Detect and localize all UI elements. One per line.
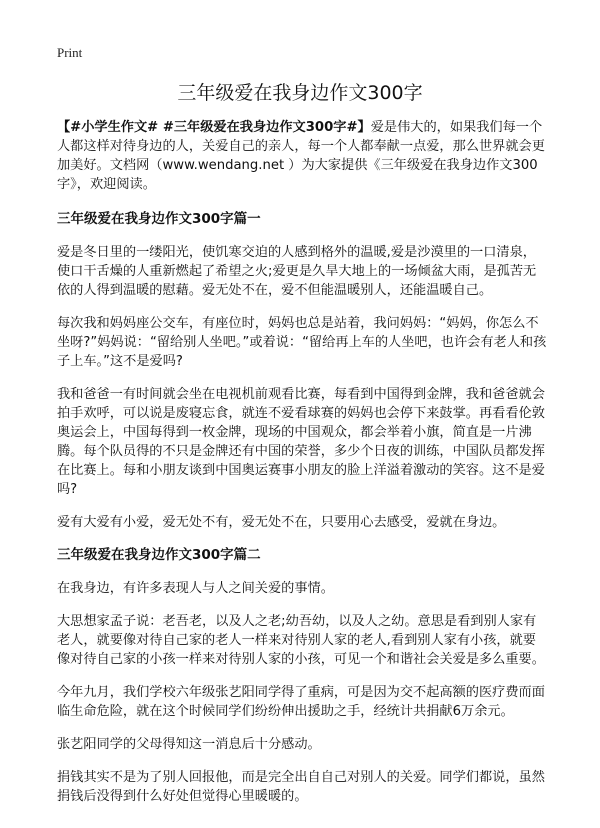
- paragraph: 张艺阳同学的父母得知这一消息后十分感动。: [57, 737, 321, 752]
- intro-tag: 【#小学生作文# #三年级爱在我身边作文300字#】: [57, 120, 371, 135]
- paragraph: 我和爸爸一有时间就会坐在电视机前观看比赛，每看到中国得到金牌，我和爸爸就会拍手欢呼，可以说是废寝忘食，就连不爱看球赛的妈妈也会停下来鼓掌。再看看伦敦奥运会上，中国每得到一枚金牌，现场的中国观众，都会举着小旗，简直是一片沸腾。每个队员得的不只是金牌还有中国的荣誉，多少个日夜的训练，中国队员都发挥在比赛上。每和小朋友谈到中国奥运赛事小朋友的脸上洋溢着激动的笑容。这不是爱吗?: [57, 387, 545, 497]
- intro-paragraph: [57, 118, 547, 194]
- paragraph: 每次我和妈妈座公交车，有座位时，妈妈也总是站着，我问妈妈：“妈妈，你怎么不坐呀?”妈妈说：“留给别人坐吧。”或着说：“留给再上车的人坐吧，也许会有老人和孩子上车。”这不是爱吗?: [57, 316, 547, 369]
- paragraph: 在我身边，有许多表现人与人之间关爱的事情。: [57, 581, 334, 596]
- article-body: [57, 118, 547, 820]
- page-title: 三年级爱在我身边作文300字: [177, 82, 423, 104]
- paragraph: 爱是冬日里的一缕阳光，使饥寒交迫的人感到格外的温暖,爱是沙漠里的一口清泉，使口干舌燥的人重新燃起了希望之火;爱更是久旱大地上的一场倾盆大雨，是孤苦无依的人得到温暖的慰藉。爱无处不在，爱不但能温暖别人，还能温暖自己。: [57, 245, 537, 298]
- paragraph: 捐钱其实不是为了别人回报他，而是完全出自自己对别人的关爱。同学们都说，虽然捐钱后没得到什么好处但觉得心里暖暖的。: [57, 770, 545, 804]
- paragraph: 今年九月，我们学校六年级张艺阳同学得了重病，可是因为交不起高额的医疗费而面临生命危险，就在这个时候同学们纷纷伸出援助之手，经统计共捐献6万余元。: [57, 685, 545, 719]
- intro-text: 爱是伟大的，如果我们每一个人都这样对待身边的人，关爱自己的亲人，每一个人都奉献一点爱，那么世界就会更加美好。文档网（www.wendang.net ）为大家提供《三年级爱在我身边作文300字》，欢迎阅读。: [57, 120, 545, 192]
- section-heading-2: 三年级爱在我身边作文300字篇二: [57, 547, 261, 563]
- print-link[interactable]: Print: [57, 45, 83, 60]
- section-heading-1: 三年级爱在我身边作文300字篇一: [57, 211, 261, 227]
- paragraph: 大思想家孟子说：老吾老，以及人之老;幼吾幼，以及人之幼。意思是看到别人家有老人，就要像对待自己家的老人一样来对待别人家的老人,看到别人家有小孩，就要像对待自己家的小孩一样来对待别人家的小孩，可见一个和谐社会关爱是多么重要。: [57, 614, 545, 667]
- paragraph: 爱有大爱有小爱，爱无处不有，爱无处不在，只要用心去感受，爱就在身边。: [57, 515, 506, 530]
